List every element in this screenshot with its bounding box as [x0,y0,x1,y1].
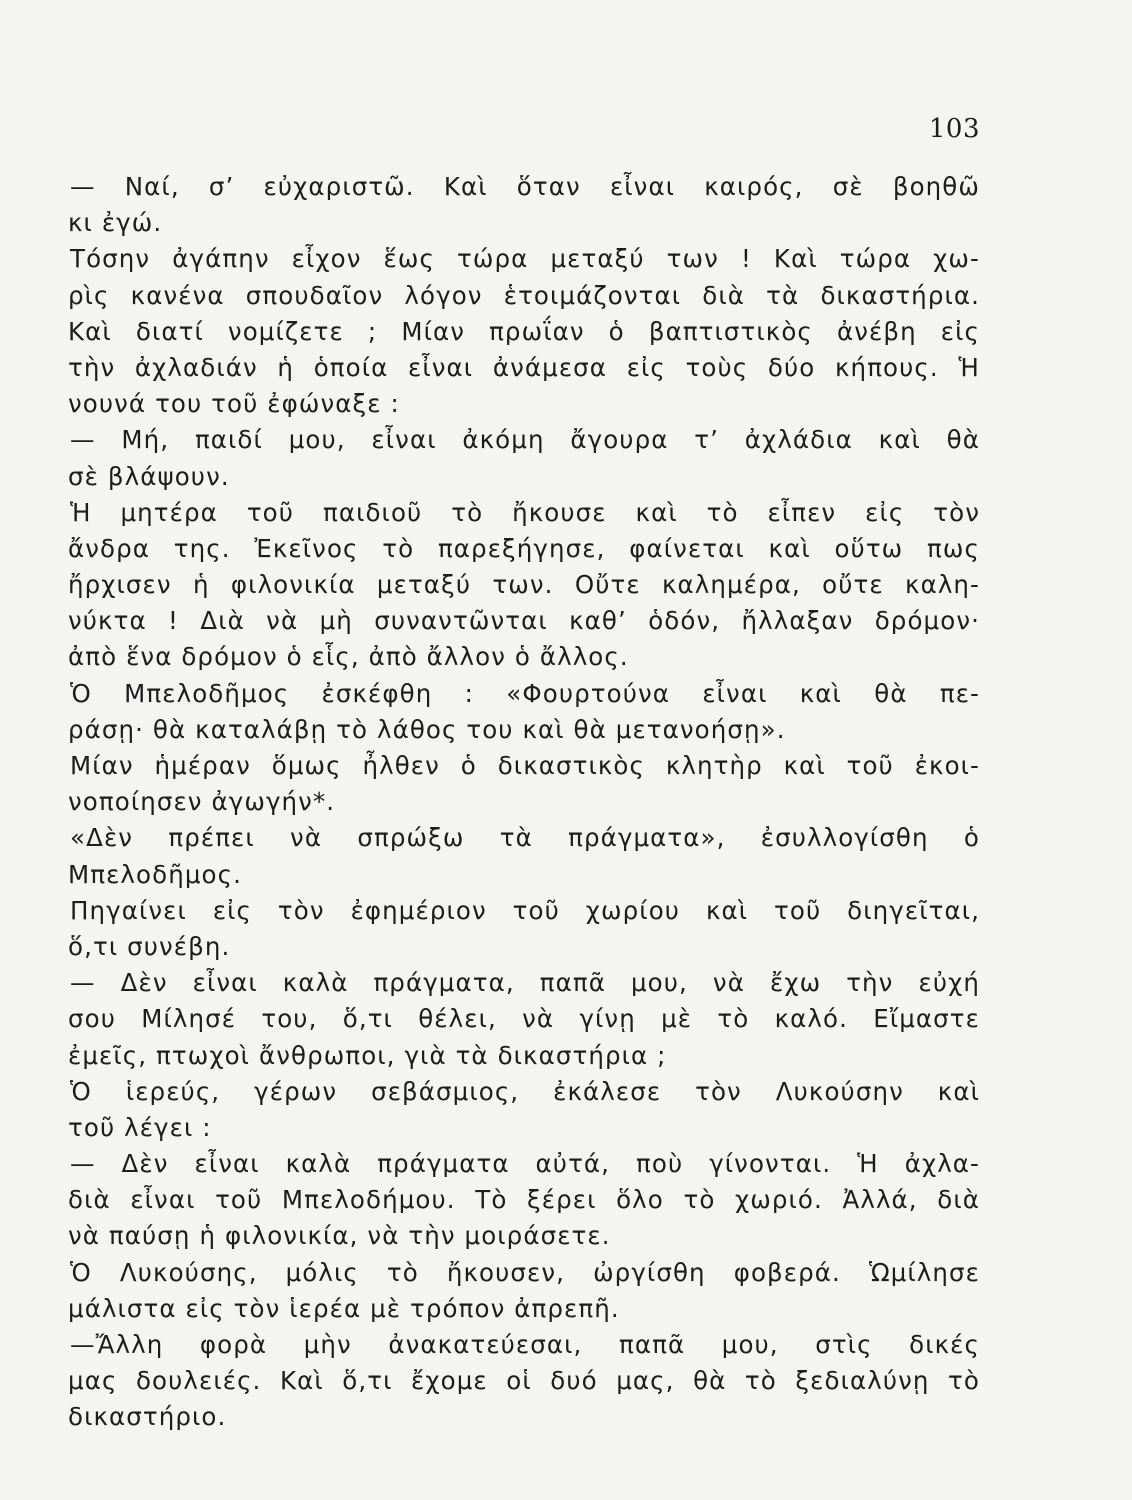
text-line: τὴν ἀχλαδιάν ἡ ὁποία εἶναι ἀνάμεσα εἰς τοὺς δύο κήπους. Ἡ [68,352,980,382]
text-line: νύκτα ! Διὰ νὰ μὴ συναντῶνται καθ’ ὁδόν, ἤλλαξαν δρόμον· [68,606,980,636]
text-line: Μπελοδῆμος. [68,859,242,889]
text-line: δικαστήριο. [68,1402,227,1432]
text-line: ὅ,τι συνέβη. [68,931,231,961]
text-line: «Δὲν πρέπει νὰ σπρώξω τὰ πράγματα», ἐσυλλογίσθη ὁ [70,823,980,853]
text-line: ἄνδρα της. Ἐκεῖνος τὸ παρεξήγησε, φαίνεται καὶ οὕτω πως [68,533,980,563]
text-line: — Δὲν εἶναι καλὰ πράγματα, παπᾶ μου, νὰ ἔχω τὴν εὐχή [70,968,980,998]
text-line: νουνά του τοῦ ἐφώναξε : [68,389,400,419]
text-line: μάλιστα εἰς τὸν ἱερέα μὲ τρόπον ἀπρεπῆ. [68,1293,620,1323]
text-line: κι ἐγώ. [68,208,163,238]
page-number: 103 [928,114,980,144]
text-line: Ἡ μητέρα τοῦ παιδιοῦ τὸ ἤκουσε καὶ τὸ εἶπεν εἰς τὸν [70,497,980,527]
text-line: — Μή, παιδί μου, εἶναι ἀκόμη ἄγουρα τ’ ἀχλάδια καὶ θὰ [70,425,980,455]
text-line: σου Μίλησέ του, ὅ,τι θέλει, νὰ γίνῃ μὲ τὸ καλό. Εἴμαστε [68,1004,980,1034]
text-line: Τόσην ἀγάπην εἶχον ἕως τώρα μεταξύ των ! Καὶ τώρα χω- [70,244,980,274]
text-line: ἀπὸ ἕνα δρόμον ὁ εἷς, ἀπὸ ἄλλον ὁ ἄλλος. [68,642,629,672]
text-line: Ὁ Λυκούσης, μόλις τὸ ἤκουσεν, ὠργίσθη φοβερά. Ὡμίλησε [70,1257,980,1287]
body-text [68,169,980,1436]
text-line: ἐμεῖς, πτωχοὶ ἄνθρωποι, γιὰ τὰ δικαστήρια ; [68,1040,667,1070]
text-line: Μίαν ἡμέραν ὅμως ἦλθεν ὁ δικαστικὸς κλητὴρ καὶ τοῦ ἐκοι- [70,751,980,780]
text-line: ρὶς κανένα σπουδαῖον λόγον ἑτοιμάζονται διὰ τὰ δικαστήρια. [68,280,980,310]
text-line: σὲ βλάψουν. [68,461,230,491]
text-line: διὰ εἶναι τοῦ Μπελοδήμου. Τὸ ξέρει ὅλο τὸ χωριό. Ἀλλά, διὰ [68,1185,980,1215]
text-line: — Ναί, σ’ εὐχαριστῶ. Καὶ ὅταν εἶναι καιρός, σὲ βοηθῶ [70,172,980,201]
text-line: ἤρχισεν ἡ φιλονικία μεταξύ των. Οὔτε καλημέρα, οὔτε καλη- [68,570,980,600]
text-line: νὰ παύσῃ ἡ φιλονικία, νὰ τὴν μοιράσετε. [68,1221,611,1251]
text-line: — Δὲν εἶναι καλὰ πράγματα αὐτά, ποὺ γίνονται. Ἡ ἀχλα- [70,1149,980,1179]
text-line: Ὁ ἱερεύς, γέρων σεβάσμιος, ἐκάλεσε τὸν Λυκούσην καὶ [70,1076,980,1106]
text-line: νοποίησεν ἀγωγήν*. [68,787,336,817]
text-line: Καὶ διατί νομίζετε ; Μίαν πρωΐαν ὁ βαπτιστικὸς ἀνέβη εἰς [68,316,980,346]
text-line: ράσῃ· θὰ καταλάβῃ τὸ λάθος του καὶ θὰ μετανοήσῃ». [68,714,786,744]
text-line: —Ἄλλη φορὰ μὴν ἀνακατεύεσαι, παπᾶ μου, στὶς δικές [70,1330,980,1359]
text-line: Πηγαίνει εἰς τὸν ἐφημέριον τοῦ χωρίου καὶ τοῦ διηγεῖται, [70,895,980,925]
text-line: μας δουλειές. Καὶ ὅ,τι ἔχομε οἱ δυό μας, θὰ τὸ ξεδιαλύνῃ τὸ [68,1366,980,1396]
text-line: τοῦ λέγει : [68,1112,212,1142]
text-line: Ὁ Μπελοδῆμος ἐσκέφθη : «Φουρτούνα εἶναι καὶ θὰ πε- [70,678,980,708]
